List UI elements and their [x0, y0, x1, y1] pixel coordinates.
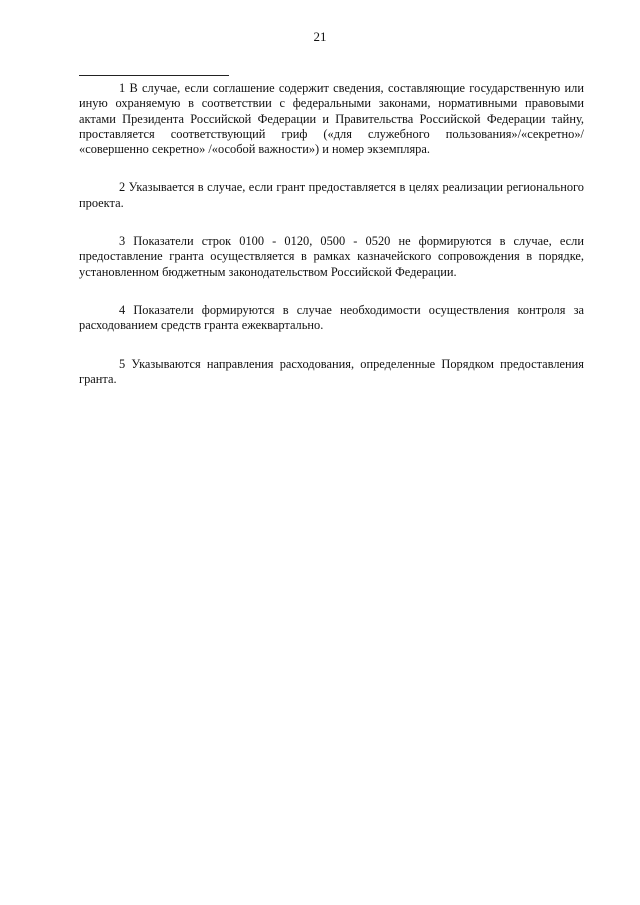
footnote-1: 1 В случае, если соглашение содержит сведения, составляющие государственную или иную охраняемую в соответствии с федеральными законами, нормативными правовыми актами Президента Российской Федерации и Правительства Российской Федерации тайну, проставляется соответствующий гриф («для служебного пользования»/«секретно»/ «совершенно секретно» /«особой важности») и номер экземпляра.	[79, 81, 584, 157]
footnote-3: 3 Показатели строк 0100 - 0120, 0500 - 0520 не формируются в случае, если предоставление гранта осуществляется в рамках казначейского сопровождения в порядке, установленном бюджетным законодательством Российской Федерации.	[79, 234, 584, 279]
footnote-4: 4 Показатели формируются в случае необходимости осуществления контроля за расходованием средств гранта ежеквартально.	[79, 302, 584, 333]
footnote-2: 2 Указывается в случае, если грант предоставляется в целях реализации регионального проекта.	[79, 180, 584, 210]
footnote-separator	[79, 75, 229, 76]
footnotes	[79, 81, 584, 387]
footnote-5: 5 Указываются направления расходования, определенные Порядком предоставления гранта.	[79, 356, 584, 386]
page-number: 21	[313, 29, 327, 44]
